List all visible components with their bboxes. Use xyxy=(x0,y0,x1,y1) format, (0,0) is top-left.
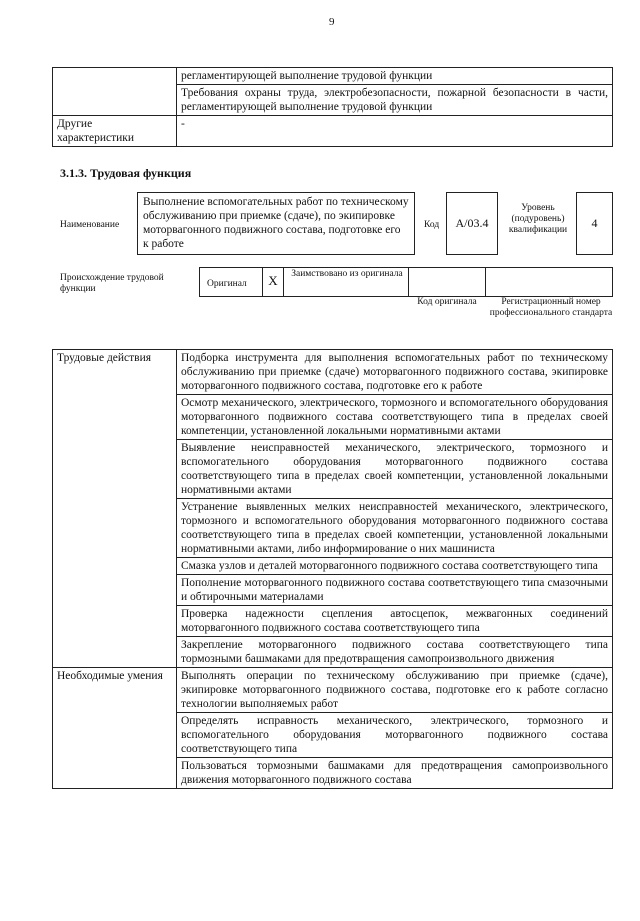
code-label: Код xyxy=(424,220,440,230)
table-row xyxy=(53,350,613,395)
level-box xyxy=(576,192,613,255)
code-box xyxy=(446,192,498,255)
table-cell: Проверка надежности сцепления автосцепок, межвагонных соединений моторвагонного подвижного состава соответствующего типа xyxy=(177,606,613,637)
table-cell: Подборка инструмента для выполнения вспомогательных работ по техническому обслуживанию при приемке (сдаче) моторвагонного подвижного состава, экипировке моторвагонного подвижного состава, подготовке его к работе xyxy=(177,350,613,395)
reg-number-label: Регистрационный номер профессионального стандарта xyxy=(489,297,613,318)
original-mark: X xyxy=(268,273,278,288)
table-row xyxy=(53,68,613,85)
level-label: Уровень (подуровень) квалификации xyxy=(508,203,568,235)
table-cell: Выполнять операции по техническому обслуживанию при приемке (сдаче), экипировке моторвагонного подвижного состава, подготовке его к работе согласно технологии выполняемых работ xyxy=(177,668,613,713)
table-cell: Закрепление моторвагонного подвижного состава соответствующего типа тормозными башмаками для предотвращения самопроизвольного движения xyxy=(177,637,613,668)
function-name-box xyxy=(137,192,415,255)
name-label: Наименование xyxy=(60,220,120,230)
main-table xyxy=(52,349,613,789)
labor-actions-label: Трудовые действия xyxy=(53,350,177,668)
borrowed-label: Заимствовано из оригинала xyxy=(291,269,403,279)
table-cell: Осмотр механического, электрического, тормозного и вспомогательного оборудования моторвагонного подвижного состава соответствующего типа в пределах своей компетенции, установленной локальными нормативными актами xyxy=(177,395,613,440)
origin-label: Происхождение трудовой функции xyxy=(60,273,164,294)
table-cell: регламентирующей выполнение трудовой функции xyxy=(177,68,613,85)
page-number: 9 xyxy=(329,16,335,28)
table-cell: - xyxy=(177,116,613,147)
level-value: 4 xyxy=(591,216,598,230)
table-cell: Пополнение моторвагонного подвижного состава соответствующего типа смазочными и обтирочными материалами xyxy=(177,575,613,606)
table-cell-label: Другие характеристики xyxy=(53,116,177,147)
code-original-cell xyxy=(408,267,486,297)
table-cell: Смазка узлов и деталей моторвагонного подвижного состава соответствующего типа xyxy=(177,558,613,575)
code-original-label: Код оригинала xyxy=(417,297,477,307)
function-name: Выполнение вспомогательных работ по техническому обслуживанию при приемке (сдаче), по экипировке моторвагонного подвижного состава, подготовке его к работе xyxy=(143,196,409,250)
code-value: А/03.4 xyxy=(455,216,489,230)
table-cell: Устранение выявленных мелких неисправностей механического, электрического, тормозного и вспомогательного оборудования моторвагонного подвижного состава соответствующего типа в пределах своей компетенции, установленной локальными нормативными актами, либо информирование о них машиниста xyxy=(177,499,613,558)
table-cell: Требования охраны труда, электробезопасности, пожарной безопасности в части, регламентирующей выполнение трудовой функции xyxy=(177,85,613,116)
table-cell: Определять исправность механического, электрического, тормозного и вспомогательного оборудования моторвагонного подвижного состава соответствующего типа xyxy=(177,713,613,758)
original-label: Оригинал xyxy=(207,279,247,289)
table-row xyxy=(53,116,613,147)
section-heading: 3.1.3. Трудовая функция xyxy=(60,166,192,180)
table-cell: Выявление неисправностей механического, электрического, тормозного и вспомогательного оборудования моторвагонного подвижного состава соответствующего типа в пределах своей компетенции, установленной локальными нормативными актами xyxy=(177,440,613,499)
table-row xyxy=(53,668,613,713)
top-table xyxy=(52,67,613,147)
table-cell: Пользоваться тормозными башмаками для предотвращения самопроизвольного движения моторвагонного подвижного состава xyxy=(177,758,613,789)
skills-label: Необходимые умения xyxy=(53,668,177,789)
table-cell-empty xyxy=(53,68,177,116)
